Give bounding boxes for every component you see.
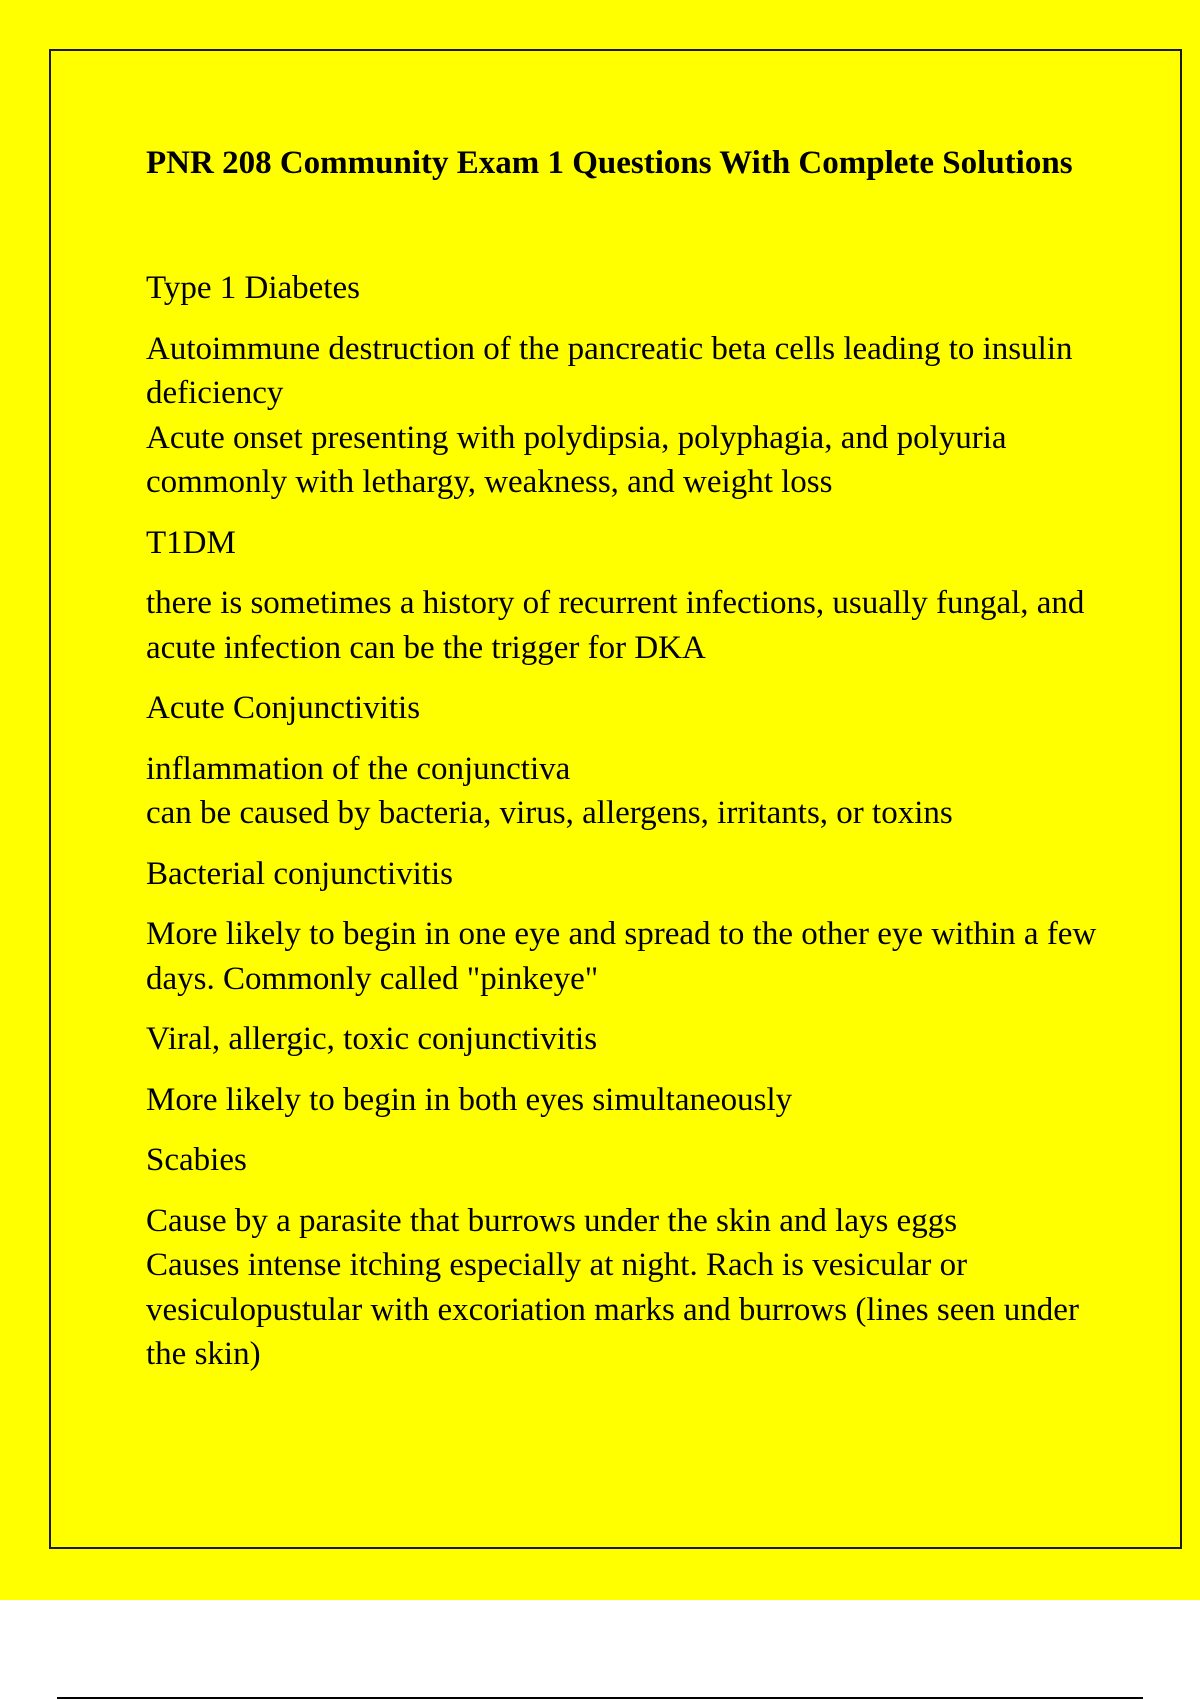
- next-page-top-rule: [57, 1697, 1143, 1699]
- definition-bacterial-conjunctivitis: More likely to begin in one eye and spread to the other eye within a few days. Commonly called "pinkeye": [146, 916, 1097, 997]
- definition-viral-allergic-toxic-conjunctivitis: More likely to begin in both eyes simultaneously: [146, 1081, 793, 1118]
- term-acute-conjunctivitis: Acute Conjunctivitis: [146, 690, 421, 726]
- term-bacterial-conjunctivitis: Bacterial conjunctivitis: [146, 855, 453, 892]
- document-title: PNR 208 Community Exam 1 Questions With Complete Solutions: [146, 145, 1073, 181]
- definition-acute-conjunctivitis: inflammation of the conjunctiva can be caused by bacteria, virus, allergens, irritants, or toxins: [146, 750, 953, 831]
- term-t1dm: T1DM: [146, 524, 236, 561]
- document-content: [146, 140, 1106, 1393]
- term-type-1-diabetes: Type 1 Diabetes: [146, 270, 360, 306]
- definition-t1dm: there is sometimes a history of recurrent infections, usually fungal, and acute infection can be the trigger for DKA: [146, 585, 1085, 666]
- definition-type-1-diabetes: Autoimmune destruction of the pancreatic beta cells leading to insulin deficiency Acute onset presenting with polydipsia, polyphagia, and polyuria commonly with lethargy, weakness, and weight loss: [146, 330, 1073, 500]
- definition-scabies: Cause by a parasite that burrows under the skin and lays eggs Causes intense itching especially at night. Rach is vesicular or vesiculopustular with excoriation marks and burrows (lines seen under the skin): [146, 1202, 1079, 1372]
- term-viral-allergic-toxic-conjunctivitis: Viral, allergic, toxic conjunctivitis: [146, 1021, 598, 1057]
- term-scabies: Scabies: [146, 1142, 247, 1178]
